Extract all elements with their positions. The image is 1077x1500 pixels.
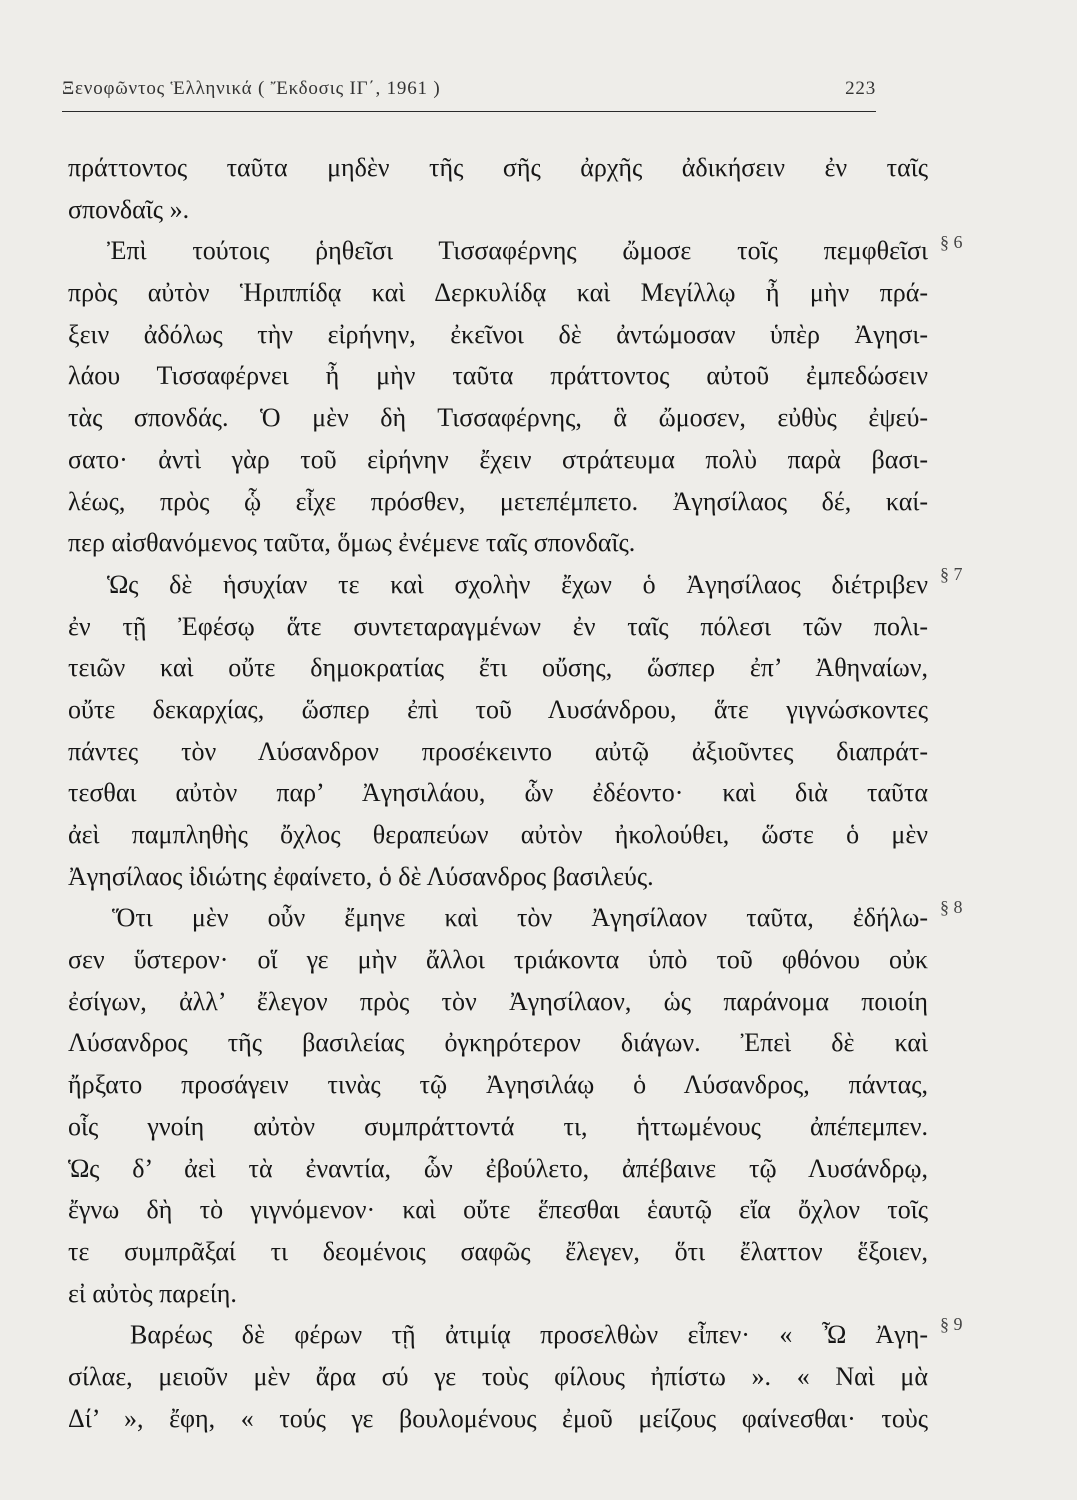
text-line: λέως, πρὸς ᾧ εἶχε πρόσθεν, μετεπέμπετο. Ἀγησίλαος δέ, καί- xyxy=(68,486,928,516)
section-marker: § 6 xyxy=(940,232,963,252)
text-line: Ὡς δὲ ἡσυχίαν τε καὶ σχολὴν ἔχων ὁ Ἀγησίλαος διέτριβεν xyxy=(107,569,928,599)
section-marker: § 9 xyxy=(940,1314,963,1334)
text-line: Βαρέως δὲ φέρων τῇ ἀτιμίᾳ προσελθὼν εἶπεν· « Ὦ Ἀγη- xyxy=(130,1320,928,1350)
text-line: πρὸς αὐτὸν Ἡριππίδᾳ καὶ Δερκυλίδᾳ καὶ Μεγίλλῳ ἦ μὴν πρά- xyxy=(68,278,928,308)
running-header xyxy=(62,74,876,112)
page-number: 223 xyxy=(845,78,876,99)
text-line: τεσθαι αὐτὸν παρ’ Ἀγησιλάου, ὧν ἐδέοντο· καὶ διὰ ταῦτα xyxy=(68,778,928,808)
text-line: σπονδαῖς ». xyxy=(68,194,190,224)
text-line: ἐν τῇ Ἐφέσῳ ἅτε συντεταραγμένων ἐν ταῖς πόλεσι τῶν πολι- xyxy=(68,611,928,641)
text-line: Ὡς δ’ ἀεὶ τὰ ἐναντία, ὧν ἐβούλετο, ἀπέβαινε τῷ Λυσάνδρῳ, xyxy=(68,1153,928,1183)
text-line: τε συμπρᾶξαί τι δεομένοις σαφῶς ἔλεγεν, ὅτι ἔλαττον ἕξοιεν, xyxy=(68,1236,928,1266)
text-line: Ἀγησίλαος ἰδιώτης ἐφαίνετο, ὁ δὲ Λύσανδρος βασιλεύς. xyxy=(68,861,654,891)
running-title: Ξενοφῶντος Ἑλληνικά ( Ἔκδοσις ΙΓ΄, 1961 ) xyxy=(62,78,441,99)
text-line: περ αἰσθανόμενος ταῦτα, ὅμως ἐνέμενε ταῖς σπονδαῖς. xyxy=(68,528,636,558)
text-line: πάντες τὸν Λύσανδρον προσέκειντο αὐτῷ ἀξιοῦντες διαπράτ- xyxy=(68,736,928,766)
text-line: ἤρξατο προσάγειν τινὰς τῷ Ἀγησιλάῳ ὁ Λύσανδρος, πάντας, xyxy=(68,1070,928,1100)
text-line: εἰ αὐτὸς παρείη. xyxy=(68,1278,237,1308)
text-line: ξειν ἀδόλως τὴν εἰρήνην, ἐκεῖνοι δὲ ἀντώμοσαν ὑπὲρ Ἀγησι- xyxy=(68,319,928,349)
paragraph xyxy=(68,1314,928,1439)
text-line: σεν ὕστερον· οἵ γε μὴν ἄλλοι τριάκοντα ὑπὸ τοῦ φθόνου οὐκ xyxy=(68,945,928,975)
section-marker: § 7 xyxy=(940,564,963,584)
text-line: ἔγνω δὴ τὸ γιγνόμενον· καὶ οὔτε ἕπεσθαι ἑαυτῷ εἴα ὄχλον τοῖς xyxy=(68,1195,928,1225)
text-line: οὔτε δεκαρχίας, ὥσπερ ἐπὶ τοῦ Λυσάνδρου, ἅτε γιγνώσκοντες xyxy=(68,694,928,724)
text-line: Ὅτι μὲν οὖν ἔμηνε καὶ τὸν Ἀγησίλαον ταῦτα, ἐδήλω- xyxy=(112,903,928,933)
paragraph xyxy=(68,897,928,1314)
text-line: πράττοντος ταῦτα μηδὲν τῆς σῆς ἀρχῆς ἀδικήσειν ἐν ταῖς xyxy=(68,153,928,182)
text-line: Ἐπὶ τούτοις ῥηθεῖσι Τισσαφέρνης ὤμοσε τοῖς πεμφθεῖσι xyxy=(107,236,928,266)
text-line: σατο· ἀντὶ γὰρ τοῦ εἰρήνην ἔχειν στράτευμα πολὺ παρὰ βασι- xyxy=(68,444,928,474)
text-line: τειῶν καὶ οὔτε δημοκρατίας ἔτι οὔσης, ὥσπερ ἐπ’ Ἀθηναίων, xyxy=(68,653,928,683)
text-block xyxy=(68,147,963,1439)
text-line: Δί’ », ἔφη, « τούς γε βουλομένους ἐμοῦ μείζους φαίνεσθαι· τοὺς xyxy=(68,1403,928,1433)
text-line: λάου Τισσαφέρνει ἦ μὴν ταῦτα πράττοντος αὐτοῦ ἐμπεδώσειν xyxy=(68,361,928,391)
text-line: σίλαε, μειοῦν μὲν ἄρα σύ γε τοὺς φίλους ἠπίστω ». « Ναὶ μὰ xyxy=(68,1361,928,1391)
text-line: ἀεὶ παμπληθὴς ὄχλος θεραπεύων αὐτὸν ἠκολούθει, ὥστε ὁ μὲν xyxy=(68,820,928,849)
section-marker: § 8 xyxy=(940,897,963,917)
text-line: Λύσανδρος τῆς βασιλείας ὀγκηρότερον διάγων. Ἐπεὶ δὲ καὶ xyxy=(68,1028,928,1058)
paragraph xyxy=(68,230,928,564)
paragraph xyxy=(68,147,928,230)
paragraph xyxy=(68,564,928,898)
text-line: ἐσίγων, ἀλλ’ ἔλεγον πρὸς τὸν Ἀγησίλαον, ὡς παράνομα ποιοίη xyxy=(68,986,928,1016)
text-line: οἷς γνοίη αὐτὸν συμπράττοντά τι, ἡττωμένους ἀπέπεμπεν. xyxy=(68,1111,928,1141)
text-line: τὰς σπονδάς. Ὁ μὲν δὴ Τισσαφέρνης, ἃ ὤμοσεν, εὐθὺς ἐψεύ- xyxy=(68,403,928,433)
